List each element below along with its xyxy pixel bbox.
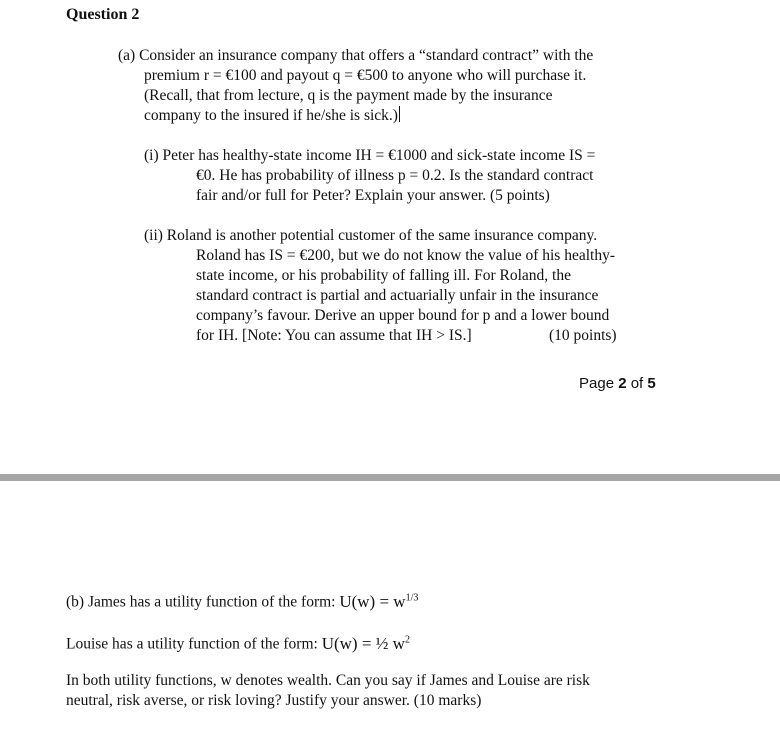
part-ii-line: standard contract is partial and actuarially unfair in the insurance — [196, 287, 599, 304]
part-a-line-text: company to the insured if he/she is sick.) — [144, 107, 398, 124]
james-formula-base: U(w) = w — [339, 591, 406, 611]
part-b-question-line: In both utility functions, w denotes wealth. Can you say if James and Louise are risk — [66, 672, 590, 689]
page-number — [579, 375, 656, 392]
part-i-line: €0. He has probability of illness p = 0.2. Is the standard contract — [196, 167, 594, 184]
part-a-line: (a) Consider an insurance company that offers a “standard contract” with the — [118, 47, 594, 64]
question-title: Question 2 — [66, 6, 140, 23]
page-number-middle: of — [626, 375, 648, 392]
part-i-line: fair and/or full for Peter? Explain your answer. (5 points) — [196, 187, 550, 204]
page-number-current: 2 — [618, 375, 627, 392]
part-ii-line: for IH. [Note: You can assume that IH > IS.] — [196, 327, 472, 344]
part-b-louise — [66, 630, 410, 655]
part-a-line: (Recall, that from lecture, q is the payment made by the insurance — [144, 87, 553, 104]
part-ii-line: Roland has IS = €200, but we do not know the value of his healthy- — [196, 247, 615, 264]
james-utility-formula — [339, 592, 418, 611]
page-number-total: 5 — [647, 375, 656, 392]
page-number-prefix: Page — [579, 375, 619, 392]
louise-utility-formula — [322, 634, 410, 653]
part-ii-points: (10 points) — [549, 327, 617, 344]
part-ii-line: state income, or his probability of falling ill. For Roland, the — [196, 267, 571, 284]
part-ii-line: company’s favour. Derive an upper bound for p and a lower bound — [196, 307, 610, 324]
louise-exponent: 2 — [404, 634, 410, 645]
part-ii-line: (ii) Roland is another potential customer of the same insurance company. — [144, 227, 598, 244]
text-cursor — [399, 106, 400, 122]
page-break-divider — [0, 474, 780, 481]
louise-intro: Louise has a utility function of the form: — [66, 635, 322, 653]
james-exponent: 1/3 — [405, 592, 419, 603]
part-a-line: premium r = €100 and payout q = €500 to anyone who will purchase it. — [144, 67, 587, 84]
part-i-line: (i) Peter has healthy-state income IH = €1000 and sick-state income IS = — [144, 147, 596, 164]
part-b-james — [66, 588, 418, 613]
part-b-intro: (b) James has a utility function of the form: — [66, 593, 340, 611]
louise-formula-base: U(w) = ½ w — [321, 633, 405, 653]
part-b-question-line: neutral, risk averse, or risk loving? Justify your answer. (10 marks) — [66, 692, 482, 709]
part-a-line-last — [144, 106, 400, 126]
